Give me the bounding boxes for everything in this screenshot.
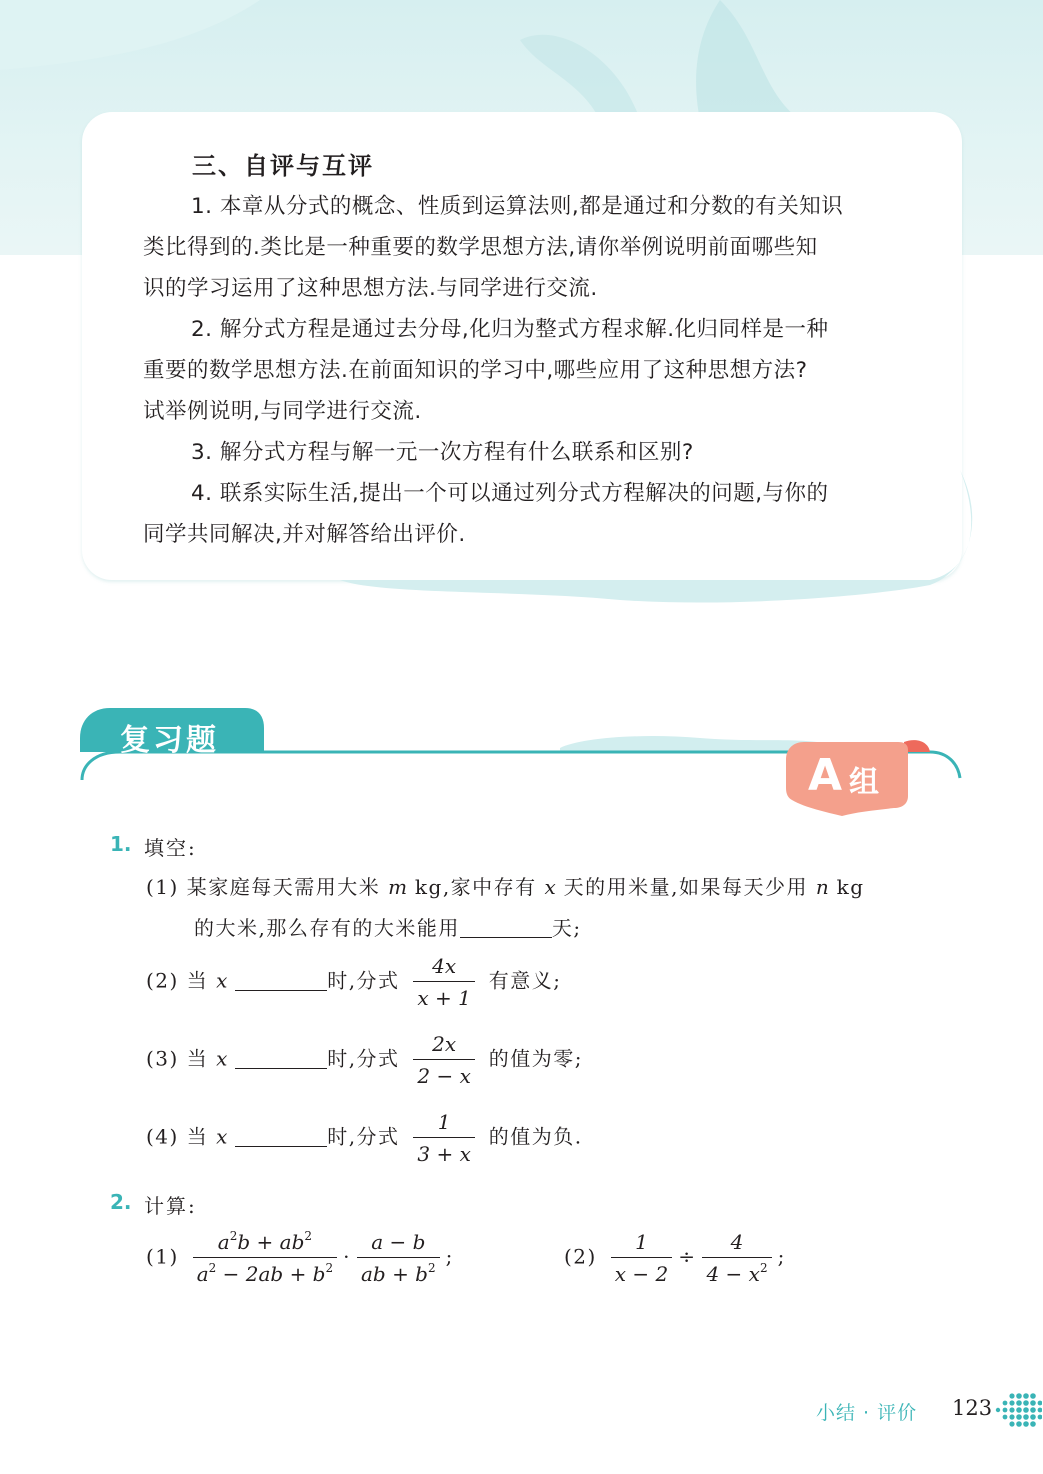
numerator: 1 (413, 1110, 474, 1138)
text: 时,分式 (327, 1124, 400, 1149)
text: 时,分式 (327, 1046, 400, 1071)
self-eval-item-2 (143, 309, 903, 432)
item-text: 同学共同解决,并对解答给出评价. (143, 522, 466, 547)
numerator: 1 (611, 1230, 672, 1258)
fraction (413, 1110, 474, 1166)
item-number: 2. (191, 317, 213, 342)
item-text: 解分式方程是通过去分母,化归为整式方程求解.化归同样是一种 (219, 317, 829, 342)
text: kg,家中存有 (414, 875, 537, 899)
item-text: 识的学习运用了这种思想方法.与同学进行交流. (143, 276, 598, 301)
q1-part1-line1 (146, 871, 865, 900)
part-label: (2) (564, 1244, 597, 1269)
numerator: 4x (413, 954, 474, 982)
text: 当 (186, 1046, 209, 1071)
question-title: 计算: (144, 1194, 197, 1218)
item-number: 3. (191, 440, 213, 465)
text: 某家庭每天需用大米 (186, 875, 381, 899)
text: ; (777, 1244, 786, 1269)
text: 的大米,那么存有的大米能用 (194, 916, 460, 940)
section-title: 三、自评与互评 (192, 152, 374, 180)
item-text: 联系实际生活,提出一个可以通过列分式方程解决的问题,与你的 (219, 481, 829, 506)
item-text: 重要的数学思想方法.在前面知识的学习中,哪些应用了这种思想方法? (143, 358, 808, 383)
variable: x (216, 1046, 228, 1071)
part-label: (2) (146, 968, 179, 993)
fraction (357, 1230, 440, 1286)
page-number: 123 (952, 1396, 993, 1420)
fraction (702, 1230, 771, 1286)
text: ; (445, 1244, 454, 1269)
numerator: $a^2b + ab^2$ (193, 1230, 337, 1258)
text: 的值为零; (488, 1046, 584, 1071)
q2-part1 (146, 1230, 454, 1286)
fraction (193, 1230, 337, 1286)
text: 天的用米量,如果每天少用 (563, 875, 809, 899)
q2-part2 (564, 1230, 786, 1286)
fraction (611, 1230, 672, 1286)
q1-part1-line2 (194, 912, 582, 941)
answer-blank[interactable] (235, 1048, 327, 1069)
self-eval-item-4 (143, 473, 903, 555)
item-text: 解分式方程与解一元一次方程有什么联系和区别? (219, 440, 694, 465)
variable: n (815, 875, 829, 899)
denominator: $a^2 - 2ab + b^2$ (196, 1261, 334, 1286)
variable: m (388, 875, 408, 899)
item-number: 4. (191, 481, 213, 506)
divide-sign: ÷ (678, 1244, 697, 1269)
q1-part3 (146, 1032, 583, 1088)
multiply-dot: · (343, 1244, 351, 1269)
part-label: (1) (146, 1244, 179, 1269)
numerator: 2x (413, 1032, 474, 1060)
q1-part2 (146, 954, 562, 1010)
review-title: 复习题 (120, 723, 219, 758)
denominator: ab + $b^2$ (360, 1261, 436, 1286)
denominator: $4 - x^2$ (706, 1261, 768, 1286)
text: kg (836, 875, 865, 899)
question-number: 1. (110, 832, 132, 856)
item-text: 试举例说明,与同学进行交流. (143, 399, 422, 424)
answer-blank[interactable] (235, 970, 327, 991)
text: 天; (551, 916, 582, 940)
numerator: a − b (357, 1230, 440, 1258)
item-number: 1. (191, 194, 213, 219)
denominator: 2 − x (417, 1064, 471, 1088)
text: 时,分式 (327, 968, 400, 993)
text: 当 (186, 968, 209, 993)
item-text: 本章从分式的概念、性质到运算法则,都是通过和分数的有关知识 (219, 194, 844, 219)
question-title: 填空: (144, 836, 197, 860)
question-number: 2. (110, 1190, 132, 1214)
part-label: (3) (146, 1046, 179, 1071)
self-eval-item-1 (143, 186, 903, 309)
text: 有意义; (488, 968, 562, 993)
group-label: 组 (849, 765, 879, 800)
footer-section-label: 小结 · 评价 (816, 1402, 918, 1424)
variable: x (216, 968, 228, 993)
group-letter: A (808, 750, 843, 801)
denominator: x − 2 (614, 1262, 669, 1286)
self-eval-item-3 (143, 432, 903, 473)
denominator: 3 + x (417, 1142, 471, 1166)
item-text: 类比得到的.类比是一种重要的数学思想方法,请你举例说明前面哪些知 (143, 235, 818, 260)
dots-decoration-icon (992, 1388, 1042, 1432)
answer-blank[interactable] (235, 1126, 327, 1147)
part-label: (4) (146, 1124, 179, 1149)
q1-part4 (146, 1110, 583, 1166)
fraction (413, 1032, 474, 1088)
fraction (413, 954, 474, 1010)
text: 当 (186, 1124, 209, 1149)
text: 的值为负. (488, 1124, 583, 1149)
denominator: x + 1 (417, 986, 471, 1010)
part-label: (1) (146, 875, 179, 899)
numerator: 4 (702, 1230, 771, 1258)
answer-blank[interactable] (460, 917, 552, 938)
variable: x (216, 1124, 228, 1149)
variable: x (544, 875, 556, 899)
